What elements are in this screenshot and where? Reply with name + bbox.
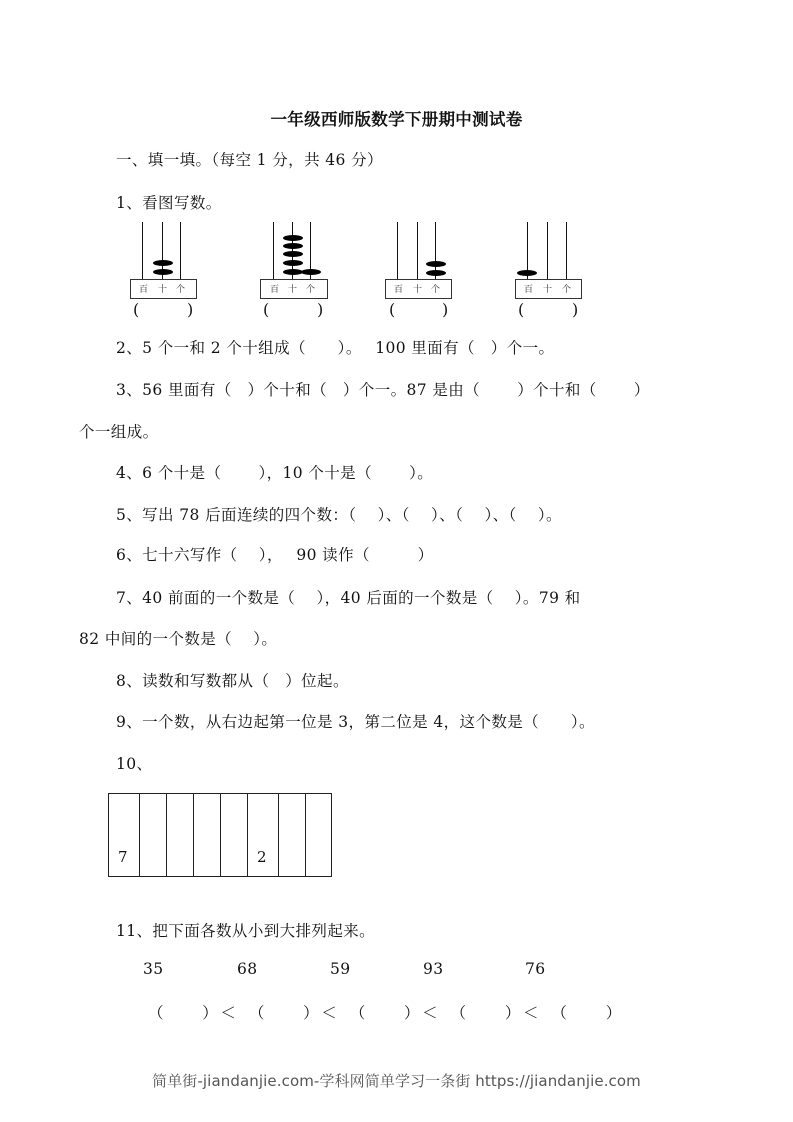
sort-number: 93: [423, 960, 444, 978]
question-10: 10、: [116, 755, 153, 773]
sort-number: 68: [237, 960, 258, 978]
footer-watermark: 简单街-jiandanjie.com-学科网简单学习一条街 https://jiandanjie.com: [152, 1072, 641, 1090]
sort-number: 59: [330, 960, 351, 978]
bead: [153, 260, 173, 266]
answer-bracket-left: (: [133, 300, 140, 319]
section-heading: 一、填一填。（每空 1 分，共 46 分）: [116, 151, 383, 169]
grid-cell: 2: [248, 794, 279, 876]
bead: [153, 269, 173, 275]
place-label-tens: 十: [158, 285, 168, 295]
question-11: 11、把下面各数从小到大排列起来。: [116, 922, 376, 940]
number-grid: [108, 793, 332, 877]
sort-answer-row: （ ）＜ （ ）＜ （ ）＜ （ ）＜ （ ）: [148, 1004, 624, 1022]
grid-cell: [279, 794, 306, 876]
grid-cell: 7: [109, 794, 140, 876]
question-6: 6、七十六写作（ ）， 90 读作（ ）: [116, 546, 434, 564]
question-1: 1、看图写数。: [116, 194, 222, 212]
sort-number: 76: [525, 960, 546, 978]
grid-cell: [306, 794, 331, 876]
place-label-ones: 个: [176, 285, 186, 295]
place-label-hundreds: 百: [139, 285, 149, 295]
abacus-1: [130, 222, 210, 322]
question-4: 4、6 个十是（ ），10 个十是（ ）。: [116, 464, 434, 482]
question-7-line-2: 82 中间的一个数是（ ）。: [79, 630, 278, 648]
question-2: 2、5 个一和 2 个十组成（ ）。 100 里面有（ ）个一。: [116, 339, 555, 357]
answer-bracket-right: ): [187, 300, 194, 319]
abacus-4: 百 十 个 ( ): [515, 222, 595, 322]
grid-cell: [221, 794, 248, 876]
sort-number: 35: [143, 960, 164, 978]
question-7-line-1: 7、40 前面的一个数是（ ），40 后面的一个数是（ ）。79 和: [116, 589, 581, 607]
question-5: 5、写出 78 后面连续的四个数：（ ）、（ ）、（ ）、（ ）。: [116, 506, 562, 524]
question-9: 9、一个数，从右边起第一位是 3，第二位是 4，这个数是（ ）。: [116, 713, 595, 731]
abacus-2: 百 十 个 ( ): [260, 222, 340, 322]
grid-cell: [194, 794, 221, 876]
question-3-line-1: 3、56 里面有（ ）个十和（ ）个一。87 是由（ ）个十和（ ）: [116, 381, 650, 399]
question-3-line-2: 个一组成。: [79, 423, 159, 441]
question-8: 8、读数和写数都从（ ）位起。: [116, 672, 349, 690]
grid-cell: [140, 794, 167, 876]
grid-cell: [167, 794, 194, 876]
abacus-3: 百 十 个 ( ): [385, 222, 465, 322]
page-title: 一年级西师版数学下册期中测试卷: [270, 110, 523, 129]
